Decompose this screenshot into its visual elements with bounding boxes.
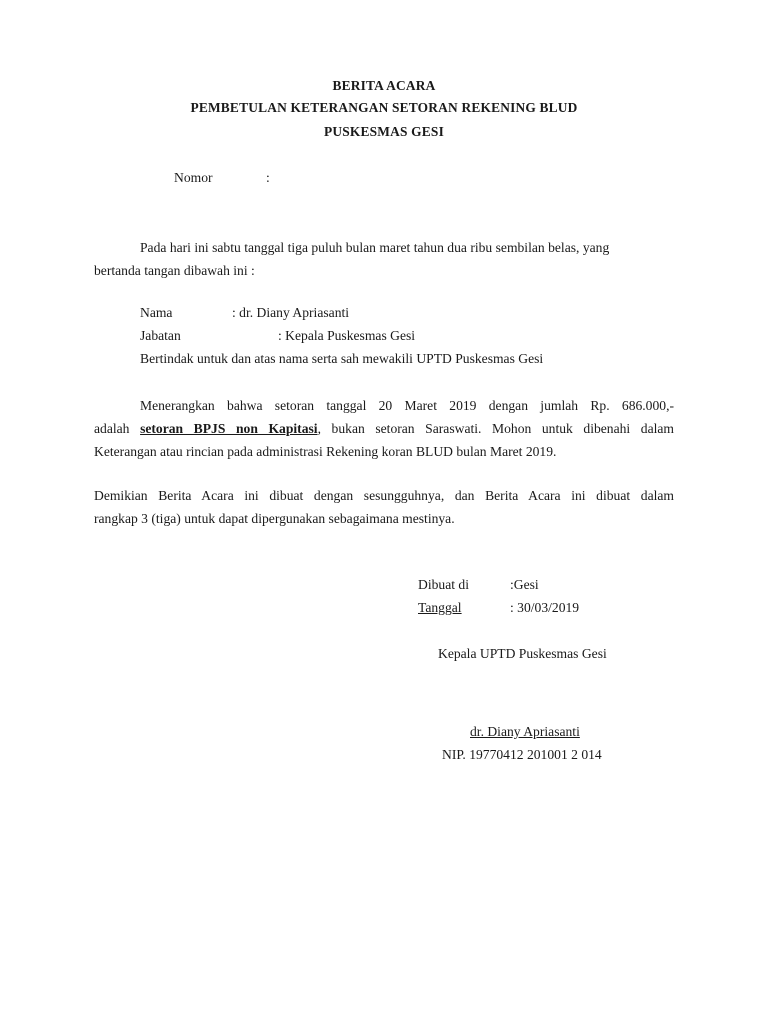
intro-line-1: Pada hari ini sabtu tanggal tiga puluh bulan maret tahun dua ribu sembilan belas, yang: [140, 240, 610, 255]
jabatan-value: : Kepala Puskesmas Gesi: [278, 328, 416, 343]
signer-name: dr. Diany Apriasanti: [470, 724, 580, 739]
nomor-label: Nomor: [174, 170, 213, 185]
body-line-2: [94, 417, 674, 440]
nama-label: Nama: [140, 305, 173, 320]
tanggal-value: : 30/03/2019: [510, 600, 580, 615]
tanggal-label: Tanggal: [418, 600, 462, 615]
nomor-separator: :: [266, 170, 270, 185]
signer-position: Kepala UPTD Puskesmas Gesi: [438, 646, 607, 661]
closing-line-2: rangkap 3 (tiga) untuk dapat dipergunakan sebagaimana mestinya.: [94, 511, 455, 526]
doc-title: BERITA ACARA: [332, 78, 436, 93]
doc-subtitle: PEMBETULAN KETERANGAN SETORAN REKENING BLUD: [190, 100, 578, 115]
body-line-2-post: , bukan setoran Saraswati. Mohon untuk dibenahi dalam: [317, 421, 675, 436]
body-line-3: Keterangan atau rincian pada administrasi Rekening koran BLUD bulan Maret 2019.: [94, 444, 557, 459]
doc-institution: PUSKESMAS GESI: [323, 124, 444, 139]
dibuat-label: Dibuat di: [418, 577, 469, 592]
nama-value: : dr. Diany Apriasanti: [232, 305, 350, 320]
body-paragraph: [94, 394, 674, 463]
intro-paragraph: [94, 236, 674, 282]
emphasis-bpjs: setoran BPJS non Kapitasi: [140, 421, 318, 436]
signer-statement: Bertindak untuk dan atas nama serta sah mewakili UPTD Puskesmas Gesi: [140, 351, 544, 366]
intro-line-2: bertanda tangan dibawah ini :: [94, 263, 255, 278]
tanggal-row: [418, 600, 590, 616]
jabatan-label: Jabatan: [140, 328, 181, 343]
body-line-1: Menerangkan bahwa setoran tanggal 20 Maret 2019 dengan jumlah Rp. 686.000,-: [140, 398, 674, 413]
dibuat-value: :Gesi: [510, 577, 539, 592]
body-line-2-pre: adalah: [94, 421, 141, 436]
closing-line-1: Demikian Berita Acara ini dibuat dengan sesungguhnya, dan Berita Acara ini dibuat dalam: [94, 488, 674, 503]
closing-paragraph: [94, 484, 674, 530]
signer-nip: NIP. 19770412 201001 2 014: [442, 747, 602, 762]
